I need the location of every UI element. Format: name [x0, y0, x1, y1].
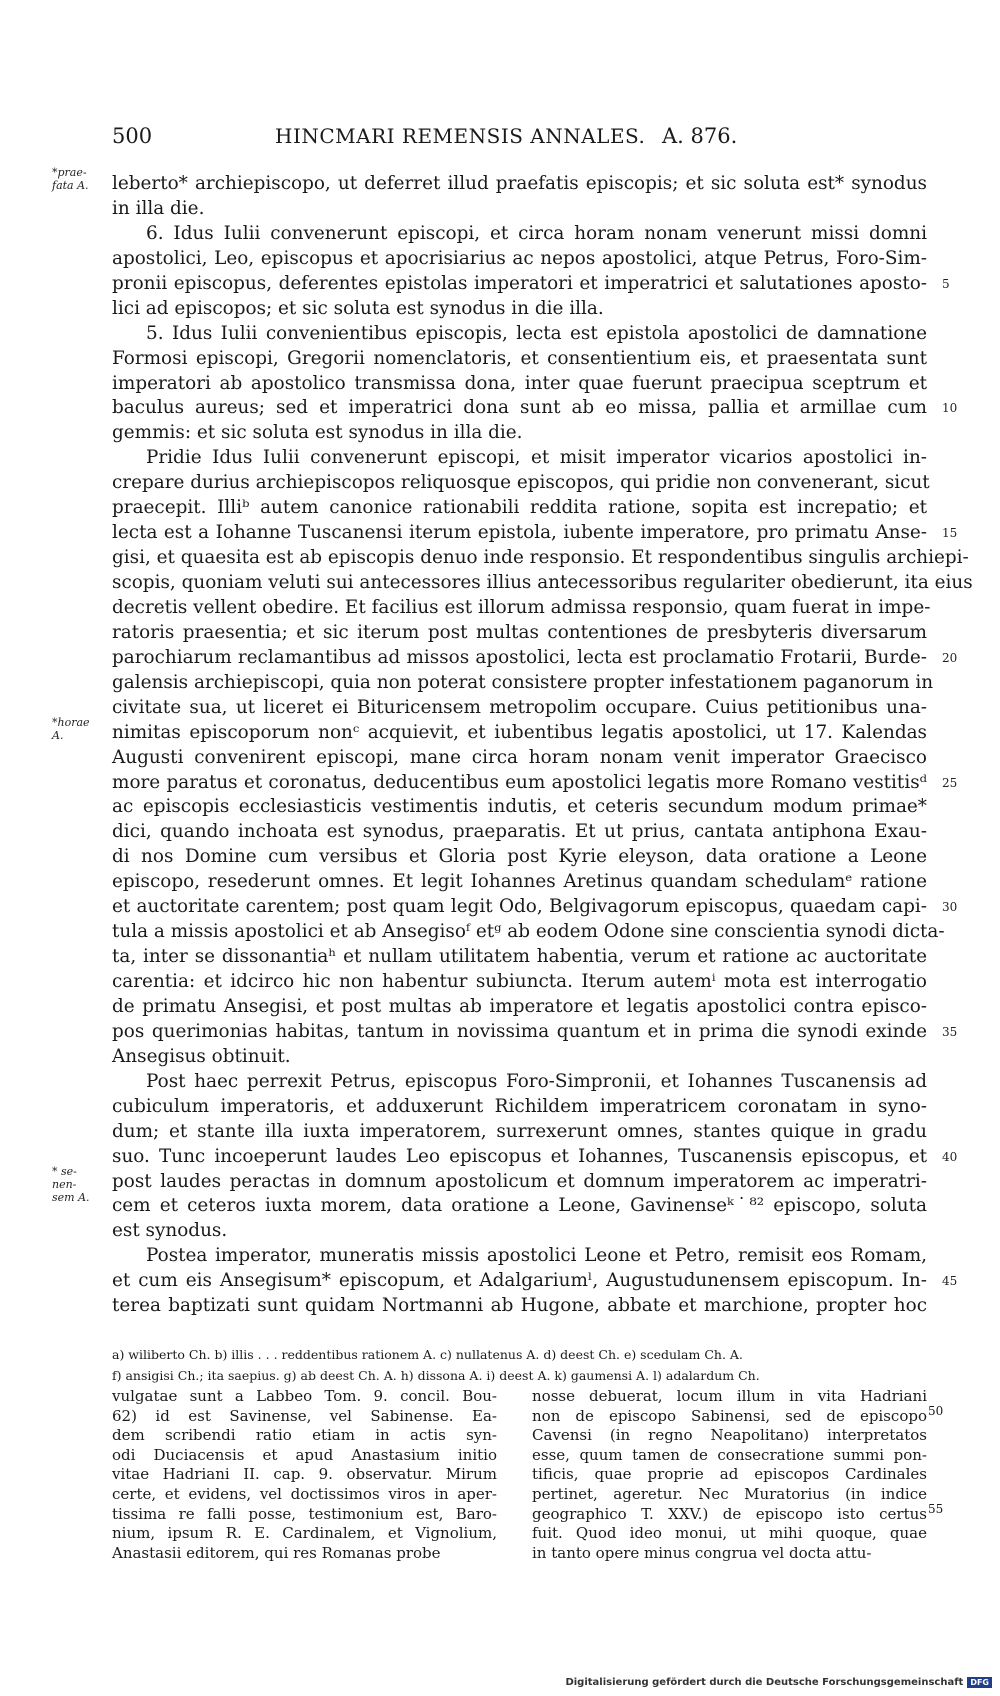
- line-number: 50: [928, 1404, 944, 1418]
- text-line: et cum eis Ansegisum* episcopum, et Adalgariumˡ, Augustudunensem episcopum. In- 45: [112, 1269, 927, 1294]
- running-header: [112, 124, 927, 152]
- text-line: ta, inter se dissonantiaʰ et nullam utilitatem habentia, verum et ratione ac auctoritate: [112, 946, 927, 968]
- footer-text: Digitalisierung gefördert durch die Deutsche Forschungsgemeinschaft: [565, 1677, 964, 1688]
- main-text: [112, 172, 973, 1319]
- footnote-line: odi Duciacensis et apud Anastasium initio: [112, 1445, 497, 1464]
- footnote-column-left: [112, 1387, 497, 1563]
- footnote-line: nosse debuerat, locum illum in vita Hadriani: [532, 1387, 927, 1405]
- text-line: lecta est a Iohanne Tuscanensi iterum epistola, iubente imperatore, pro primatu Anse- 15: [112, 521, 927, 546]
- footnote-line: in tanto opere minus congrua vel docta attu-: [532, 1543, 872, 1562]
- text-line: nimitas episcoporum nonᶜ acquievit, et iubentibus legatis apostolici, ut 17. Kalendas: [112, 721, 927, 743]
- text-line: Augusti convenirent episcopi, mane circa horam nonam venit imperator Graecisco: [112, 746, 927, 768]
- text-line: praecepit. Illiᵇ autem canonice rationabili reddita ratione, sopita est increpatio; et: [112, 497, 927, 519]
- text-line: galensis archiepiscopi, quia non poterat consistere propter infestationem paganorum in: [112, 671, 934, 693]
- footnote-line: pertinet, ageretur. Nec Muratorius (in indice: [532, 1484, 927, 1503]
- text-line: episcopo, resederunt omnes. Et legit Iohannes Aretinus quandam schedulamᵉ ratione: [112, 871, 927, 893]
- text-line: imperatori ab apostolico transmissa dona, inter quae fuerunt praecipua sceptrum et: [112, 372, 927, 394]
- text-line: apostolici, Leo, episcopus et apocrisiarius ac nepos apostolici, atque Petrus, Foro-Sim-: [112, 247, 927, 269]
- footnote-column-right: [532, 1387, 927, 1563]
- text-line: parochiarum reclamantibus ad missos apostolici, lecta est proclamatio Frotarii, Burde- 20: [112, 646, 927, 671]
- text-line: more paratus et coronatus, deducentibus eum apostolici legatis more Romano vestitisᵈ 25: [112, 771, 927, 796]
- footnote-line: non de episcopo Sabinensi, sed de episcopo: [532, 1406, 927, 1425]
- footnote-line: Anastasii editorem, qui res Romanas probe: [112, 1543, 441, 1562]
- running-title: HINCMARI REMENSIS ANNALES.: [275, 124, 646, 148]
- line-number: 35: [942, 1024, 958, 1039]
- text-line: Postea imperator, muneratis missis apostolici Leone et Petro, remisit eos Romam,: [146, 1245, 927, 1267]
- text-line: ratoris praesentia; et sic iterum post multas contentiones de presbyteris diversarum: [112, 621, 927, 643]
- margin-note: * se- nen- sem A.: [52, 1165, 90, 1204]
- footnote-line: tissima re falli posse, testimonium est, Baro-: [112, 1504, 497, 1523]
- footnote-line: esse, quum tamen de consecratione summi pon-: [532, 1445, 927, 1464]
- line-number: 25: [942, 775, 958, 790]
- text-line: 6. Idus Iulii convenerunt episcopi, et circa horam nonam venerunt missi domni: [146, 222, 927, 244]
- text-line: dum; et stante illa iuxta imperatorem, surrexerunt omnes, stantes quique in gradu: [112, 1120, 927, 1142]
- text-line: cem et ceteros iuxta morem, data oratione a Leone, Gavinenseᵏ˙⁸² episcopo, soluta: [112, 1195, 927, 1217]
- footnote-line: vulgatae sunt a Labbeo Tom. 9. concil. Bou-: [112, 1387, 497, 1405]
- text-line: pos querimonias habitas, tantum in novissima quantum et in prima die synodi exinde 35: [112, 1020, 927, 1045]
- line-number: 55: [928, 1502, 944, 1516]
- margin-note: *horae A.: [52, 716, 90, 742]
- text-line: dici, quando inchoata est synodus, praeparatis. Et ut prius, cantata antiphona Exau-: [112, 821, 927, 843]
- text-line: Formosi episcopi, Gregorii nomenclatoris, et consentientium eis, et praesentata sunt: [112, 347, 927, 369]
- text-line: et auctoritate carentem; post quam legit Odo, Belgivagorum episcopus, quaedam capi- 30: [112, 895, 927, 920]
- footnote-line: tificis, quae proprie ad episcopos Cardinales: [532, 1465, 927, 1484]
- text-line: ac episcopis ecclesiasticis vestimentis indutis, et ceteris secundum modum primae*: [112, 796, 927, 818]
- footnote-line: geographico T. XXV.) de episcopo isto certus: [532, 1504, 927, 1523]
- page-number: 500: [112, 124, 153, 148]
- text-line: leberto* archiepiscopo, ut deferret illud praefatis episcopis; et sic soluta est* synodus: [112, 173, 927, 194]
- text-line: Pridie Idus Iulii convenerunt episcopi, et misit imperator vicarios apostolici in-: [146, 447, 927, 469]
- line-number: 30: [942, 900, 958, 915]
- text-line: tula a missis apostolici et ab Ansegisoᶠ etᵍ ab eodem Odone sine conscientia synodi dicta-: [112, 921, 945, 943]
- text-line: est synodus.: [112, 1220, 228, 1242]
- text-line: post laudes peractas in domnum apostolicum et domnum imperatorem ac imperatri-: [112, 1170, 927, 1192]
- text-line: cubiculum imperatoris, et adduxerunt Richildem imperatricem coronatam in syno-: [112, 1095, 927, 1117]
- text-line: scopis, quoniam veluti sui antecessores illius antecessoribus regulariter obedierunt, ita eius: [112, 572, 973, 593]
- text-line: crepare durius archiepiscopos reliquosque episcopos, qui pridie non convenerant, sicut: [112, 472, 930, 494]
- footnote-line: dem scribendi ratio etiam in actis syn-: [112, 1426, 497, 1445]
- text-line: gemmis: et sic soluta est synodus in illa die.: [112, 422, 523, 444]
- text-line: suo. Tunc incoeperunt laudes Leo episcopus et Iohannes, Tuscanensis episcopus, et 40: [112, 1145, 927, 1170]
- text-line: carentia: et idcirco hic non habentur subiuncta. Iterum autemⁱ mota est interrogatio: [112, 971, 927, 992]
- margin-note: *prae- fata A.: [52, 166, 89, 192]
- text-line: decretis vellent obedire. Et facilius est illorum admissa responsio, quam fuerat in impe-: [112, 596, 931, 618]
- text-line: terea baptizati sunt quidam Nortmanni ab Hugone, abbate et marchione, propter hoc: [112, 1295, 927, 1317]
- text-line: Ansegisus obtinuit.: [112, 1045, 291, 1067]
- text-line: pronii episcopus, deferentes epistolas imperatori et imperatrici et salutationes aposto- 5: [112, 272, 927, 297]
- text-line: in illa die.: [112, 197, 205, 219]
- line-number: 10: [942, 401, 958, 416]
- text-line: 5. Idus Iulii convenientibus episcopis, lecta est epistola apostolici de damnatione: [146, 322, 927, 344]
- text-line: de primatu Ansegisi, et post multas ab imperatore et legatis apostolici contra episco-: [112, 995, 927, 1017]
- text-line: baculus aureus; sed et imperatrici dona sunt ab eo missa, pallia et armillae cum 10: [112, 396, 927, 421]
- line-number: 40: [942, 1149, 958, 1164]
- footnote-line: certe, et evidens, vel doctissimos viros in aper-: [112, 1484, 497, 1503]
- apparatus-line: f) ansigisi Ch.; ita saepius. g) ab deest Ch. A. h) dissona A. i) deest A. k) gaumensi A. l) adalardum Ch.: [112, 1368, 760, 1383]
- line-number: 45: [942, 1274, 958, 1289]
- line-number: 15: [942, 526, 958, 541]
- critical-apparatus: [112, 1344, 927, 1386]
- line-number: 20: [942, 650, 958, 665]
- footnote-line: 62) id est Savinense, vel Sabinense. Ea-: [112, 1406, 497, 1425]
- dfg-logo: DFG: [967, 1677, 992, 1688]
- footnote-line: vitae Hadriani II. cap. 9. observatur. Mirum: [112, 1465, 497, 1484]
- text-line: civitate sua, ut liceret ei Bituricensem metropolim occupare. Cuius petitionibus una-: [112, 696, 927, 718]
- text-line: di nos Domine cum versibus et Gloria post Kyrie eleyson, data oratione a Leone: [112, 846, 927, 868]
- apparatus-line: a) wiliberto Ch. b) illis . . . reddentibus rationem A. c) nullatenus A. d) deest Ch. e) scedulam Ch. A.: [112, 1347, 743, 1362]
- text-line: gisi, et quaesita est ab episcopis denuo inde responsio. Et respondentibus singulis archiepi-: [112, 547, 969, 569]
- running-year: A. 876.: [662, 124, 738, 148]
- line-number: 5: [942, 276, 950, 291]
- digitization-footer: [565, 1677, 992, 1688]
- text-line: Post haec perrexit Petrus, episcopus Foro-Simpronii, et Iohannes Tuscanensis ad: [146, 1070, 927, 1092]
- footnote-line: nium, ipsum R. E. Cardinalem, et Vignolium,: [112, 1524, 497, 1543]
- footnote-line: fuit. Quod ideo monui, ut mihi quoque, quae: [532, 1524, 927, 1543]
- footnote-line: Cavensi (in regno Neapolitano) interpretatos: [532, 1426, 927, 1445]
- text-line: lici ad episcopos; et sic soluta est synodus in die illa.: [112, 297, 604, 319]
